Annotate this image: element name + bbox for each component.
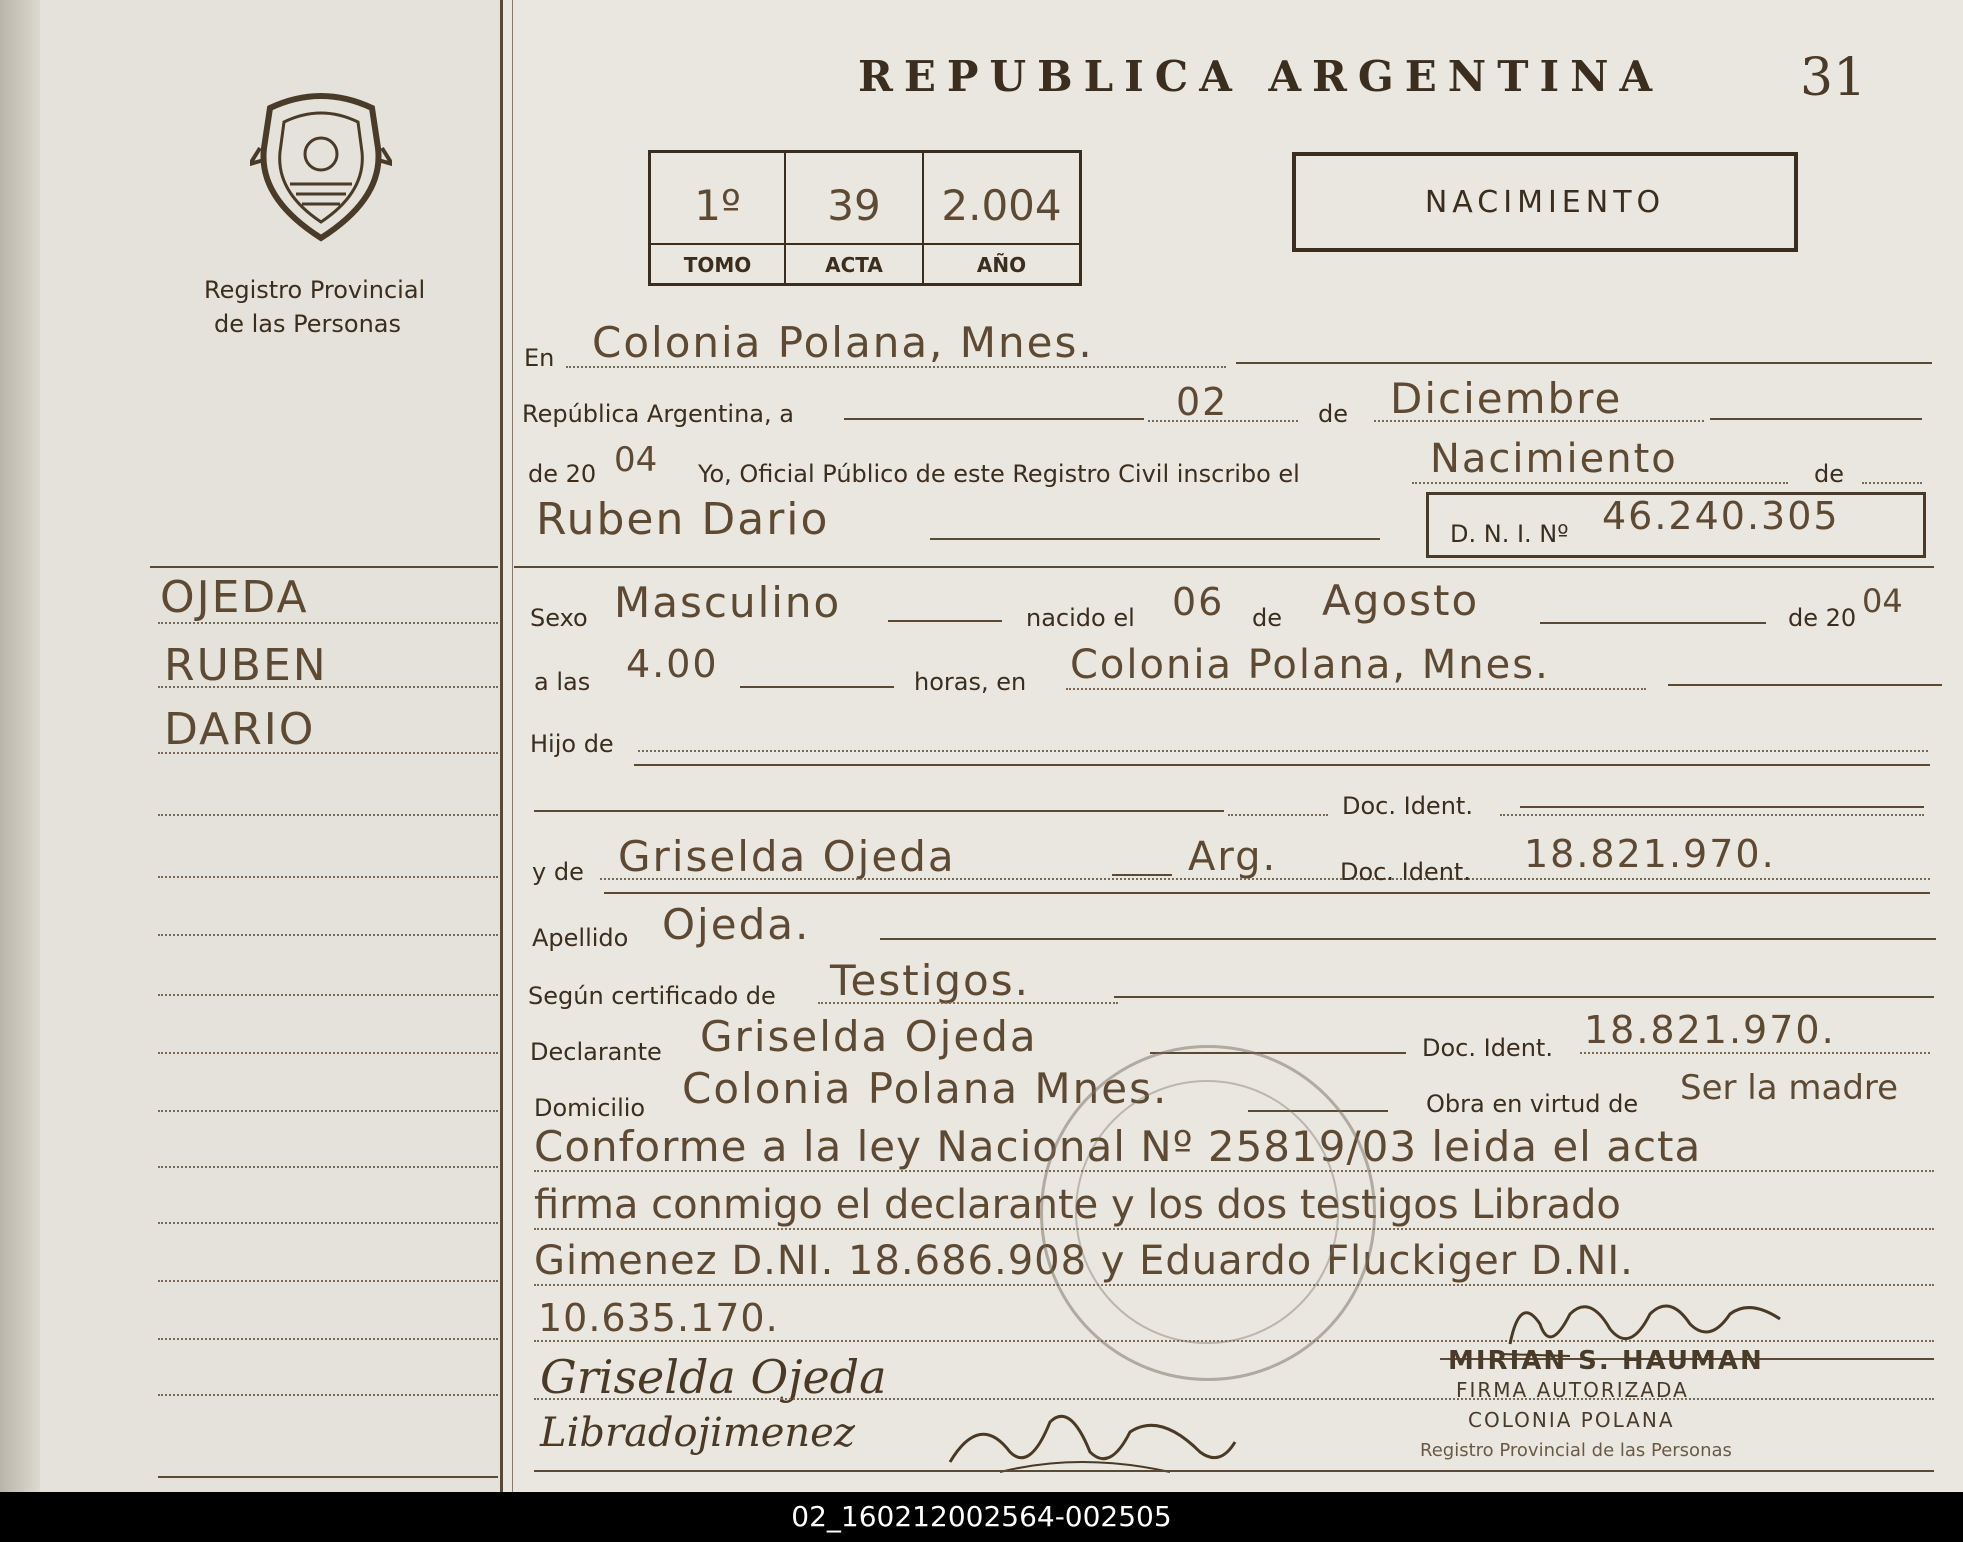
binding-edge (0, 0, 40, 1492)
margin-rule (158, 1052, 498, 1054)
margin-rule (158, 1280, 498, 1282)
margin-divider (500, 0, 503, 1492)
mother-fill (1112, 874, 1172, 876)
obra-label: Obra en virtud de (1426, 1090, 1639, 1118)
country-title: REPUBLICA ARGENTINA (858, 52, 1664, 101)
margin-rule (158, 1394, 498, 1396)
official-statement: Yo, Oficial Público de este Registro Civil inscribo el (698, 460, 1300, 488)
republica-label: República Argentina, a (522, 400, 794, 428)
margin-bottom-rule (158, 1476, 498, 1478)
en-value: Colonia Polana, Mnes. (592, 318, 1094, 367)
birth-place-value: Colonia Polana, Mnes. (1070, 642, 1550, 688)
sexo-value: Masculino (614, 578, 842, 627)
doc-ident-label-3: Doc. Ident. (1422, 1034, 1553, 1062)
de-label: de (1318, 400, 1348, 428)
margin-divider-thin (512, 0, 513, 1492)
en-label: En (524, 344, 555, 372)
margin-rule (158, 876, 498, 878)
official-registry: Registro Provincial de las Personas (1420, 1440, 1732, 1461)
mother-rule (600, 878, 1930, 880)
dia-fill (844, 418, 1144, 420)
dni-label: D. N. I. Nº (1450, 520, 1569, 548)
acta-cell (786, 153, 924, 283)
apellido-label: Apellido (532, 924, 629, 952)
inscribe-value: Nacimiento (1430, 436, 1678, 482)
mes-fill (1710, 418, 1922, 420)
margin-rule (158, 1338, 498, 1340)
birth-year-value: 04 (1862, 582, 1903, 620)
dia-rule (1148, 420, 1298, 422)
official-place: COLONIA POLANA (1468, 1408, 1675, 1432)
declarante-label: Declarante (530, 1038, 662, 1066)
acta-value: 39 (827, 181, 881, 230)
record-number-box (648, 150, 1082, 286)
mother-doc-value: 18.821.970. (1524, 832, 1776, 876)
birth-day-value: 06 (1172, 580, 1225, 624)
inscribe-rule (1412, 482, 1788, 484)
doc1-rule (1500, 814, 1924, 816)
en-fill (1236, 362, 1932, 364)
anio-label: AÑO (976, 253, 1027, 277)
birth-year-prefix: de 20 (1788, 604, 1857, 632)
margin-rule (158, 686, 498, 688)
mes-rule (1374, 420, 1704, 422)
declarante-value: Griselda Ojeda (700, 1012, 1038, 1061)
image-id-caption: 02_160212002564-002505 (0, 1492, 1963, 1542)
margin-rule (158, 814, 498, 816)
doc3-rule (1580, 1052, 1930, 1054)
margin-rule (158, 1110, 498, 1112)
official-seal-inner (1075, 1080, 1339, 1344)
hijo-rule (638, 750, 1928, 752)
y-de-label: y de (532, 858, 584, 886)
year-value: 04 (614, 440, 658, 480)
mother-section-rule (604, 892, 1930, 894)
segun-rule (818, 1002, 1118, 1004)
notes-line-3: Gimenez D.NI. 18.686.908 y Eduardo Fluckiger D.NI. (534, 1238, 1634, 1284)
margin-surname: OJEDA (160, 572, 309, 623)
hijo-fill (634, 764, 1930, 766)
segun-fill (1114, 996, 1934, 998)
apellido-fill (880, 938, 1936, 940)
hour-value: 4.00 (626, 642, 719, 686)
obra-value: Ser la madre (1680, 1068, 1899, 1108)
year-prefix-label: de 20 (528, 460, 597, 488)
father-rule (1228, 814, 1328, 816)
domicilio-value: Colonia Polana Mnes. (682, 1064, 1169, 1113)
page-number: 31 (1800, 48, 1867, 108)
nacido-label: nacido el (1026, 604, 1135, 632)
birth-month-fill (1540, 622, 1766, 624)
registry-name-line2: de las Personas (214, 310, 401, 338)
record-type-box: NACIMIENTO (1292, 152, 1798, 252)
day-value: 02 (1176, 380, 1229, 424)
de-rule (1862, 482, 1922, 484)
hour-fill (740, 686, 894, 688)
signature-declarante: Griselda Ojeda (540, 1350, 887, 1404)
margin-rule (158, 752, 498, 754)
birth-place-fill (1668, 684, 1942, 686)
doc-ident-label-2: Doc. Ident. (1340, 858, 1471, 886)
segun-label: Según certificado de (528, 982, 776, 1010)
declarante-doc-value: 18.821.970. (1584, 1008, 1836, 1052)
horas-en-label: horas, en (914, 668, 1027, 696)
sexo-fill (888, 620, 1002, 622)
registry-name-line1: Registro Provincial (204, 276, 426, 304)
child-name-value: Ruben Dario (536, 494, 830, 545)
month-value: Diciembre (1390, 374, 1623, 423)
dni-value: 46.240.305 (1602, 494, 1840, 538)
nacido-de-label: de (1252, 604, 1282, 632)
notes-line-2: firma conmigo el declarante y los dos testigos Librado (534, 1182, 1621, 1228)
segun-value: Testigos. (830, 956, 1030, 1005)
margin-rule (158, 934, 498, 936)
official-role: FIRMA AUTORIZADA (1456, 1378, 1689, 1402)
acta-label: ACTA (825, 253, 883, 277)
anio-value: 2.004 (941, 181, 1062, 230)
signature-second-witness (940, 1392, 1240, 1482)
en-rule (566, 366, 1226, 368)
hijo-label: Hijo de (530, 730, 614, 758)
doc1-fill (1520, 806, 1924, 808)
margin-rule (158, 1166, 498, 1168)
mother-nationality-value: Arg. (1188, 834, 1278, 880)
doc-ident-label-1: Doc. Ident. (1342, 792, 1473, 820)
sexo-label: Sexo (530, 604, 588, 632)
tomo-cell (651, 153, 786, 283)
birth-month-value: Agosto (1322, 576, 1480, 625)
father-fill (534, 810, 1224, 812)
margin-rule (158, 622, 498, 624)
anio-cell (924, 153, 1079, 283)
margin-top-rule (150, 566, 498, 568)
alas-label: a las (534, 668, 591, 696)
domicilio-label: Domicilio (534, 1094, 646, 1122)
notes-line-1: Conforme a la ley Nacional Nº 25819/03 leida el acta (534, 1122, 1702, 1171)
birth-place-rule (1066, 688, 1646, 690)
official-name: MIRIAN S. HAUMAN (1448, 1346, 1764, 1376)
margin-middle-name: DARIO (164, 704, 316, 755)
notes-line-4: 10.635.170. (538, 1296, 779, 1340)
margin-rule (158, 994, 498, 996)
apellido-value: Ojeda. (662, 900, 811, 949)
mother-name-value: Griselda Ojeda (618, 832, 956, 881)
province-emblem-icon (250, 88, 392, 248)
name-fill (930, 538, 1380, 540)
de-label-2: de (1814, 460, 1844, 488)
tomo-label: TOMO (683, 253, 752, 277)
margin-rule (158, 1222, 498, 1224)
section-rule-1 (514, 566, 1934, 568)
tomo-value: 1º (694, 181, 741, 230)
margin-first-name: RUBEN (164, 640, 328, 691)
signature-witness: Libradojimenez (540, 1410, 855, 1456)
bottom-rule (534, 1470, 1934, 1472)
